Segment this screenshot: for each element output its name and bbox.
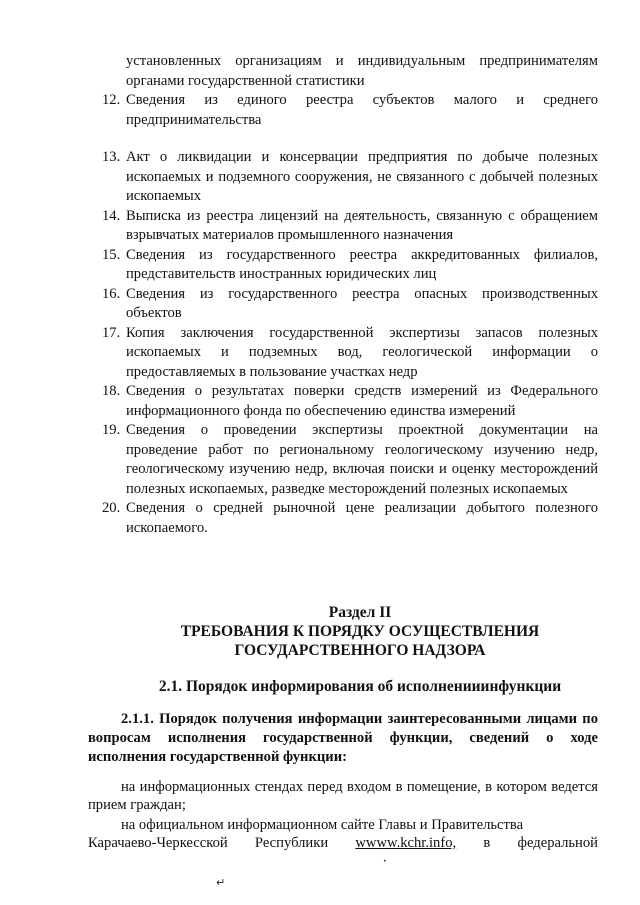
list-item-16: [102, 285, 598, 324]
list-item-18: [102, 382, 598, 421]
paragraph-website-line-2: [88, 834, 598, 852]
list-item-13: [102, 148, 598, 207]
bold-paragraph: 2.1.1. Порядок получения информации заинтересованными лицами по вопросам исполнения государственной функции, сведений о ходе исполнения государственной функции:: [88, 711, 598, 765]
list-item-number: 12.: [102, 92, 121, 108]
list-item-text: Акт о ликвидации и консервации предприятия по добыче полезных ископаемых и подземного сооружения, не связанного с добычей полезных ископаемых: [126, 149, 598, 204]
list-item-number: 17.: [102, 324, 121, 341]
list-item-number: 18.: [102, 383, 121, 399]
list-item-text: Выписка из реестра лицензий на деятельность, связанную с обращением взрывчатых материалов промышленного назначения: [126, 207, 598, 243]
section-title-line-2: ГОСУДАРСТВЕННОГО НАДЗОРА: [234, 642, 486, 659]
list-item-14: [102, 207, 598, 246]
list-item-text: Сведения о результатах поверки средств измерений из Федерального информационного фонда по обеспечению единства измерений: [126, 383, 598, 419]
word-republic: Республики: [254, 835, 329, 851]
list-item-number: 20.: [102, 500, 121, 516]
list-item-11-continuation: установленных организациям и индивидуальным предпринимателям органами государственной статистики: [126, 53, 598, 89]
list-item-20: [102, 499, 598, 538]
list-item-number: 13.: [102, 149, 121, 165]
list-item-12: [102, 91, 598, 130]
list-item-17: [102, 324, 598, 383]
list-item-number: 15.: [102, 246, 121, 263]
list-item-number: 14.: [102, 207, 121, 224]
website-link[interactable]: wwww.kchr.info,: [355, 835, 457, 851]
list-item-19: [102, 421, 598, 499]
list-item-text: Сведения из государственного реестра опасных производственных объектов: [126, 285, 598, 321]
scan-dot-icon: •: [383, 858, 387, 865]
subsection-title: 2.1. Порядок информирования об исполненииинфункции: [158, 678, 562, 695]
list-item-text: Сведения о средней рыночной цене реализации добытого полезного ископаемого.: [126, 500, 598, 536]
word-federal: федеральной: [517, 835, 598, 851]
list-item-15: [102, 246, 598, 285]
list-item-number: 16.: [102, 285, 121, 302]
paragraph-stands: на информационных стендах перед входом в помещение, в котором ведется прием граждан;: [88, 779, 598, 813]
word-in: в: [483, 835, 491, 851]
list-item-text: Сведения из государственного реестра аккредитованных филиалов, представительств иностранных юридических лиц: [126, 246, 598, 282]
list-item-text: Сведения о проведении экспертизы проектной документации на проведение работ по региональному геологическому изучению недр, геологическому изучению недр, включая поиски и оценку месторождений полезных ископаемых, разведке месторождений полезных ископаемых: [126, 422, 598, 497]
word-region: Карачаево-Черкесской: [88, 835, 228, 851]
paragraph-website-line-1: на официальном информационном сайте Главы и Правительства: [121, 817, 524, 833]
list-item-text: Копия заключения государственной экспертизы запасов полезных ископаемых и подземных вод, геологической информации о предоставляемых в пользование участках недр: [126, 324, 598, 380]
section-title-line-1: ТРЕБОВАНИЯ К ПОРЯДКУ ОСУЩЕСТВЛЕНИЯ: [180, 623, 540, 640]
list-item-text: Сведения из единого реестра субъектов малого и среднего предпринимательства: [126, 92, 598, 128]
section-label: Раздел II: [328, 604, 392, 621]
scan-mark-icon: ↵: [216, 876, 226, 889]
documents-list: [0, 52, 640, 538]
list-item-number: 19.: [102, 422, 121, 438]
paragraph-website: [88, 816, 598, 852]
